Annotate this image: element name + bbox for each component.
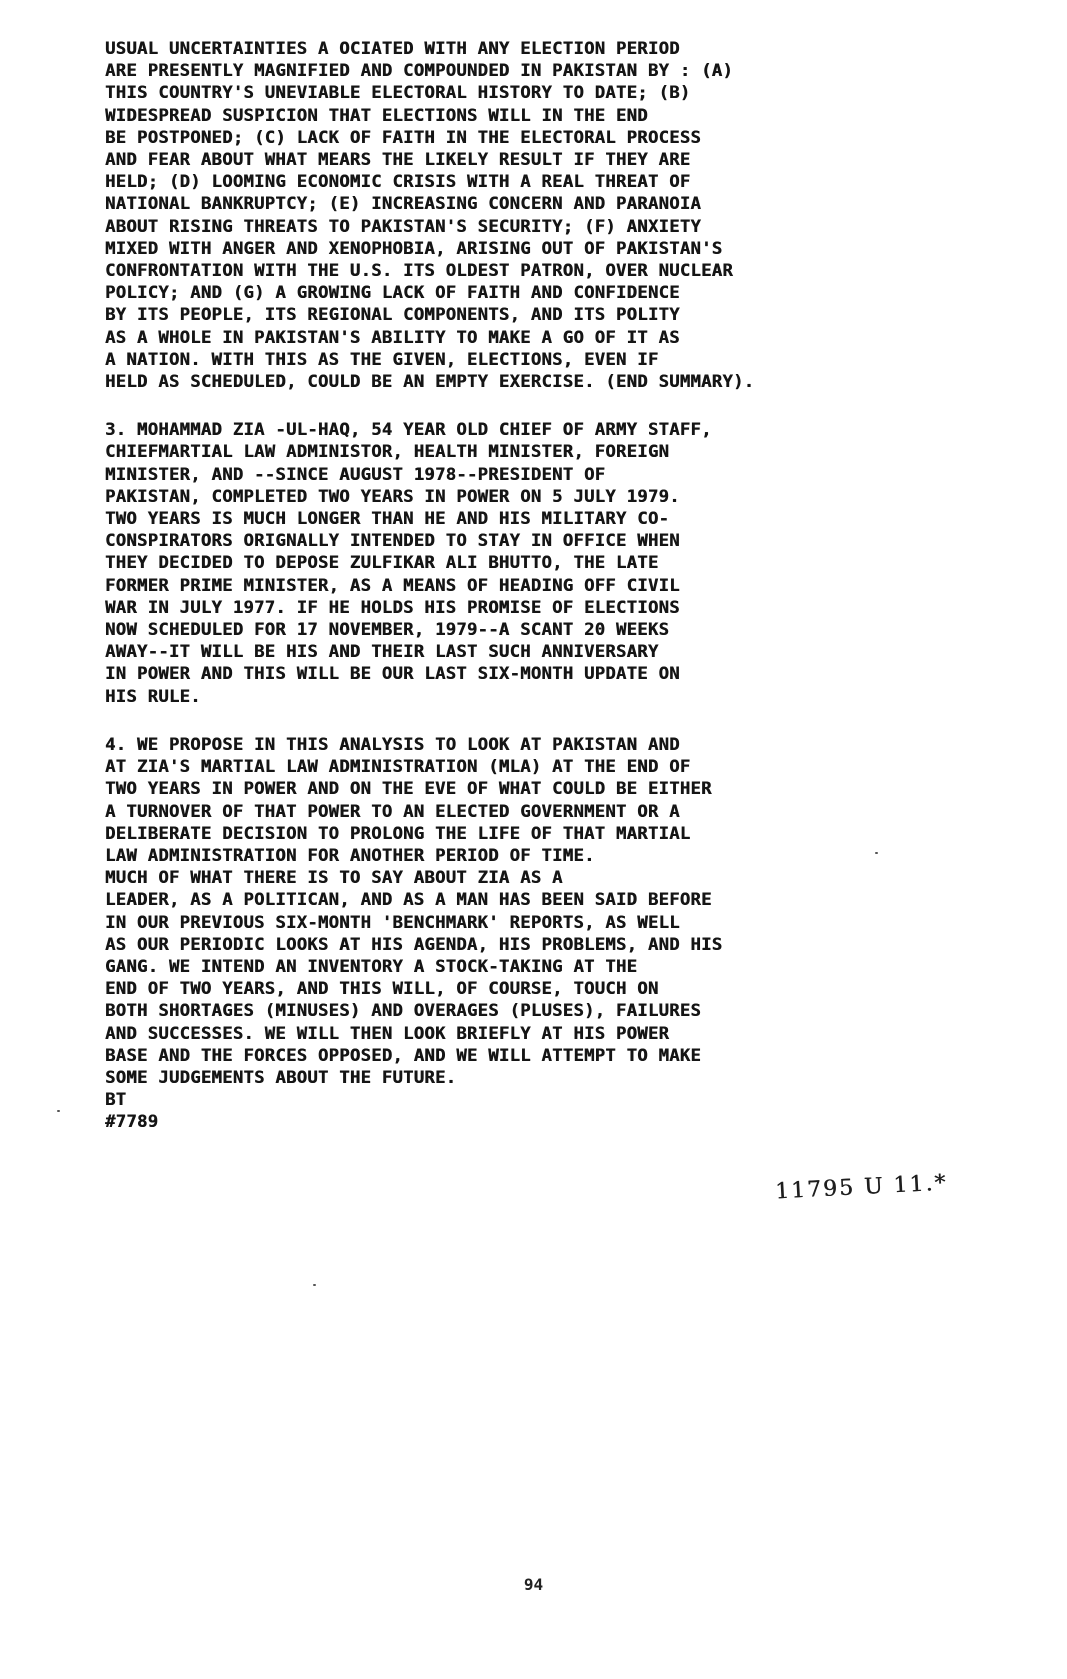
text-line: BE POSTPONED; (C) LACK OF FAITH IN THE ELECTORAL PROCESS (105, 127, 702, 148)
text-line: BOTH SHORTAGES (MINUSES) AND OVERAGES (PLUSES), FAILURES (105, 1001, 702, 1022)
text-line: PAKISTAN, COMPLETED TWO YEARS IN POWER ON 5 JULY 1979. (105, 486, 680, 507)
text-line: MIXED WITH ANGER AND XENOPHOBIA, ARISING OUT OF PAKISTAN'S (105, 238, 723, 259)
text-line: USUAL UNCERTAINTIES A OCIATED WITH ANY ELECTION PERIOD (105, 39, 680, 59)
text-line: BASE AND THE FORCES OPPOSED, AND WE WILL ATTEMPT TO MAKE (105, 1045, 702, 1066)
text-line: WAR IN JULY 1977. IF HE HOLDS HIS PROMISE OF ELECTIONS (105, 597, 680, 618)
scan-speck (57, 1110, 60, 1112)
text-line: AND FEAR ABOUT WHAT MEARS THE LIKELY RESULT IF THEY ARE (105, 150, 691, 171)
text-line: A NATION. WITH THIS AS THE GIVEN, ELECTIONS, EVEN IF (105, 349, 659, 370)
message-trailer (105, 1089, 885, 1133)
text-line: AT ZIA'S MARTIAL LAW ADMINISTRATION (MLA) AT THE END OF (105, 757, 691, 778)
text-line: THEY DECIDED TO DEPOSE ZULFIKAR ALI BHUTTO, THE LATE (105, 553, 659, 574)
text-line: CONFRONTATION WITH THE U.S. ITS OLDEST PATRON, OVER NUCLEAR (105, 261, 733, 282)
text-line: AS A WHOLE IN PAKISTAN'S ABILITY TO MAKE A GO OF IT AS (105, 327, 680, 348)
text-line: NATIONAL BANKRUPTCY; (E) INCREASING CONCERN AND PARANOIA (105, 194, 702, 215)
text-line: ARE PRESENTLY MAGNIFIED AND COMPOUNDED IN PAKISTAN BY : (A) (105, 61, 733, 82)
paragraph-3 (105, 419, 885, 708)
summary-paragraph (105, 38, 885, 393)
text-line: IN OUR PREVIOUS SIX-MONTH 'BENCHMARK' REPORTS, AS WELL (105, 912, 680, 933)
break-marker: BT (105, 1090, 127, 1111)
text-line: CONSPIRATORS ORIGNALLY INTENDED TO STAY IN OFFICE WHEN (105, 531, 680, 552)
text-line: IN POWER AND THIS WILL BE OUR LAST SIX-MONTH UPDATE ON (105, 664, 680, 685)
text-line: HELD; (D) LOOMING ECONOMIC CRISIS WITH A REAL THREAT OF (105, 172, 691, 193)
text-line: AS OUR PERIODIC LOOKS AT HIS AGENDA, HIS PROBLEMS, AND HIS (105, 934, 723, 955)
scan-speck (875, 852, 878, 854)
text-line: MINISTER, AND --SINCE AUGUST 1978--PRESIDENT OF (105, 464, 606, 485)
text-line: LAW ADMINISTRATION FOR ANOTHER PERIOD OF TIME. (105, 845, 595, 866)
text-line: 3. MOHAMMAD ZIA -UL-HAQ, 54 YEAR OLD CHIEF OF ARMY STAFF, (105, 420, 712, 441)
text-line: DELIBERATE DECISION TO PROLONG THE LIFE OF THAT MARTIAL (105, 823, 691, 844)
text-line: FORMER PRIME MINISTER, AS A MEANS OF HEADING OFF CIVIL (105, 575, 680, 596)
text-line: TWO YEARS IS MUCH LONGER THAN HE AND HIS MILITARY CO- (105, 509, 670, 530)
message-body (105, 38, 885, 1160)
text-line: MUCH OF WHAT THERE IS TO SAY ABOUT ZIA AS A (105, 868, 563, 889)
text-line: SOME JUDGEMENTS ABOUT THE FUTURE. (105, 1067, 457, 1088)
text-line: CHIEFMARTIAL LAW ADMINISTOR, HEALTH MINISTER, FOREIGN (105, 442, 670, 463)
text-line: POLICY; AND (G) A GROWING LACK OF FAITH AND CONFIDENCE (105, 283, 680, 304)
text-line: ABOUT RISING THREATS TO PAKISTAN'S SECURITY; (F) ANXIETY (105, 216, 702, 237)
text-line: NOW SCHEDULED FOR 17 NOVEMBER, 1979--A SCANT 20 WEEKS (105, 620, 670, 641)
scan-speck (313, 1284, 316, 1286)
text-line: TWO YEARS IN POWER AND ON THE EVE OF WHAT COULD BE EITHER (105, 779, 712, 800)
text-line: THIS COUNTRY'S UNEVIABLE ELECTORAL HISTORY TO DATE; (B) (105, 83, 691, 104)
text-line: WIDESPREAD SUSPICION THAT ELECTIONS WILL IN THE END (105, 105, 648, 126)
text-line: AND SUCCESSES. WE WILL THEN LOOK BRIEFLY AT HIS POWER (105, 1023, 670, 1044)
text-line: BY ITS PEOPLE, ITS REGIONAL COMPONENTS, AND ITS POLITY (105, 305, 680, 326)
message-number: #7789 (105, 1112, 159, 1133)
paragraph-4 (105, 734, 885, 1089)
page-number: 94 (523, 1575, 544, 1594)
text-line: A TURNOVER OF THAT POWER TO AN ELECTED GOVERNMENT OR A (105, 801, 680, 822)
text-line: END OF TWO YEARS, AND THIS WILL, OF COURSE, TOUCH ON (105, 979, 659, 1000)
text-line: HIS RULE. (105, 686, 201, 707)
text-line: HELD AS SCHEDULED, COULD BE AN EMPTY EXERCISE. (END SUMMARY). (105, 372, 755, 393)
text-line: 4. WE PROPOSE IN THIS ANALYSIS TO LOOK AT PAKISTAN AND (105, 734, 680, 755)
text-line: AWAY--IT WILL BE HIS AND THEIR LAST SUCH ANNIVERSARY (105, 642, 659, 663)
text-line: GANG. WE INTEND AN INVENTORY A STOCK-TAKING AT THE (105, 956, 638, 977)
handwritten-mark: 11795 U 11.* (774, 1170, 949, 1205)
text-line: LEADER, AS A POLITICAN, AND AS A MAN HAS BEEN SAID BEFORE (105, 890, 712, 911)
